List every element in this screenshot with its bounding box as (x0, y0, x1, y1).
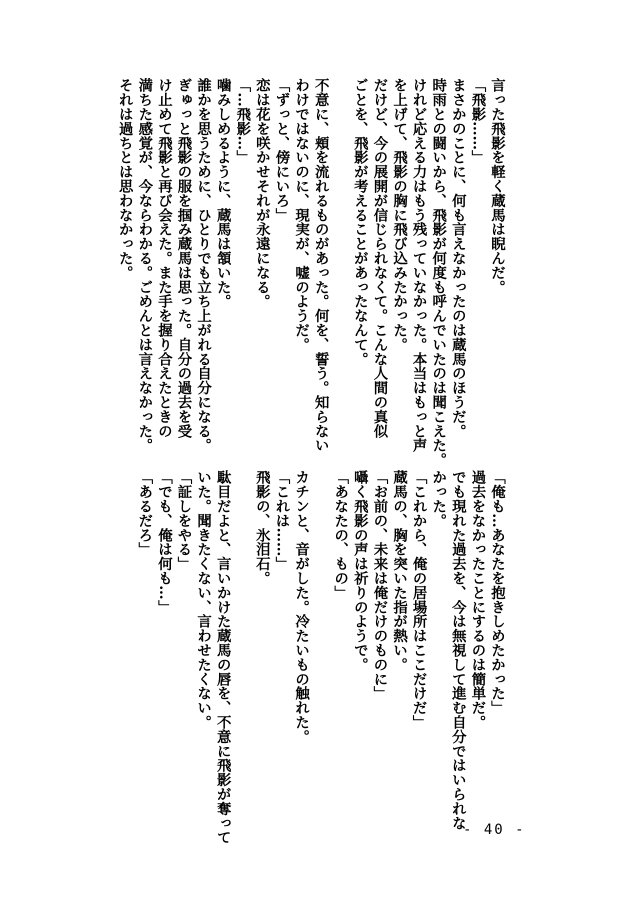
text-line: 誰かを思うために、ひとりでも立ち上がれる自分になる。 (195, 78, 213, 453)
page-number: - 40 - (463, 822, 526, 838)
text-line: 囁く飛影の声は祈りのようで。 (351, 470, 369, 672)
text-line: 「お前の、未来は俺だけのものに」 (371, 470, 389, 701)
blank-line (233, 470, 253, 830)
text-line: カチンと、音がした。冷たいもの触れた。 (293, 470, 311, 744)
text-line: 「証しをやる」 (175, 470, 193, 571)
text-line: 「ずっと、傍にいろ」 (273, 78, 291, 222)
text-line: 飛影の、氷泪石。 (253, 470, 271, 586)
text-line: 「あるだろ」 (136, 470, 154, 557)
text-line: 恋は花を咲かせそれが永遠になる。 (253, 78, 271, 309)
text-line: かった。 (430, 470, 448, 528)
text-line: 蔵馬の、胸を突いた指が熱い。 (391, 470, 409, 672)
text-line: 「…飛影…」 (234, 78, 252, 165)
text-line: 「これから、俺の居場所はここだけだ」 (410, 470, 428, 730)
blank-line (311, 470, 331, 830)
text-line: いた。聞きたくない、言わせたくない。 (195, 470, 213, 730)
upper-text-block (116, 78, 507, 467)
text-line: それは過ちとは思わなかった。 (116, 78, 134, 280)
text-line: を上げて、飛影の胸に飛び込みたかった。 (391, 78, 409, 352)
text-line: ごとを、飛影が考えることがあったなんて。 (351, 78, 369, 366)
text-line: 言った飛影を軽く蔵馬は睨んだ。 (489, 78, 506, 294)
text-line: 満ちた感覚が、今ならわかる。ごめんとは言えなかった。 (136, 78, 154, 453)
text-line: ぎゅっと飛影の服を掴み蔵馬は思った。自分の過去を受 (175, 78, 193, 438)
text-line: 「これは……」 (273, 470, 291, 571)
text-line: でも現れた過去を、今は無視して進む自分ではいられな (449, 470, 467, 830)
text-line: 噛みしめるように、蔵馬は頷いた。 (214, 78, 232, 309)
text-line: まさかのことに、何も言えなかったのは蔵馬のほうだ。 (449, 78, 467, 438)
text-line: だけど、今の展開が信じられなくて。こんな人間の真似 (371, 78, 389, 438)
text-line: けれど応える力はもう残っていなかった。本当はもっと声 (410, 78, 428, 453)
blank-line (331, 78, 351, 438)
text-line: け止めて飛影と再び会えた。また手を握り合えたときの (155, 78, 173, 438)
text-line: 「あなたの、もの」 (332, 470, 350, 600)
text-line: 「飛影……」 (469, 78, 487, 165)
text-line: 「俺も…あなたを抱きしめたかった」 (489, 470, 506, 715)
text-line: 過去をなかったことにするのは簡単だ。 (469, 470, 487, 730)
text-line: 時雨との闘いから、飛影が何度も呼んでいたのは聞こえた。 (430, 78, 448, 467)
text-line: 不意に、頬を流れるものがあった。何を、誓う。知らない (312, 78, 330, 453)
text-line: わけではないのに、現実が、嘘のようだ。 (293, 78, 311, 352)
text-line: 「でも、俺は何も…」 (155, 470, 173, 614)
text-line: 駄目だよと、言いかけた蔵馬の唇を、不意に飛影が奪って (214, 470, 232, 845)
